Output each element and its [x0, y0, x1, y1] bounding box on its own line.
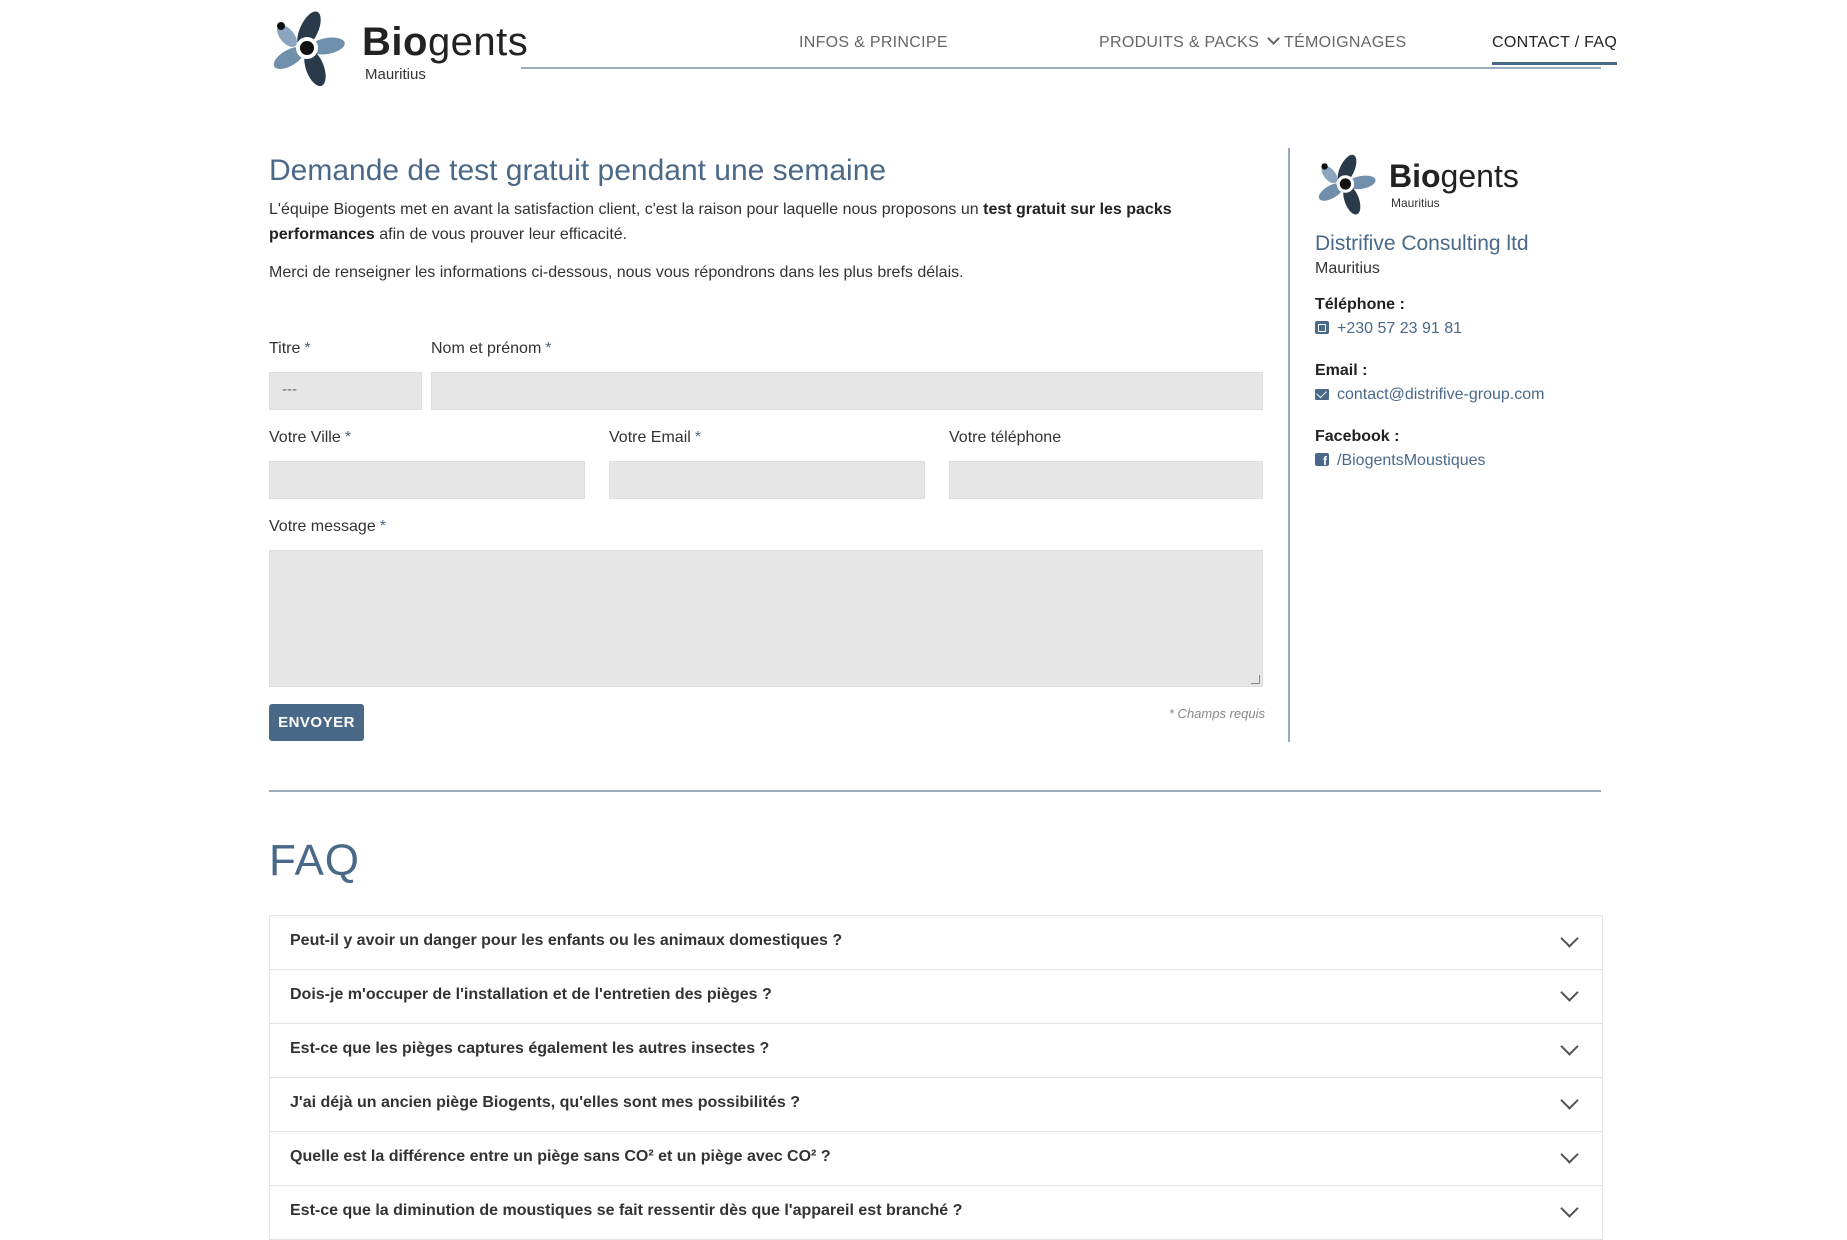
logo-wordmark: Biogents [362, 20, 529, 64]
faq-item[interactable] [270, 1024, 1602, 1078]
faq-question: Quelle est la différence entre un piège sans CO² et un piège avec CO² ? [290, 1148, 831, 1165]
form-title: Demande de test gratuit pendant une semaine [269, 154, 887, 187]
faq-item[interactable] [270, 916, 1602, 970]
chevron-down-icon [1560, 929, 1578, 947]
facebook-icon [1315, 453, 1329, 466]
email-link[interactable]: contact@distrifive-group.com [1315, 386, 1544, 404]
telephone-label: Votre téléphone [949, 429, 1062, 446]
contact-logo-subtitle: Mauritius [1391, 196, 1440, 210]
company-name: Distrifive Consulting ltd [1315, 232, 1529, 255]
chevron-down-icon [1560, 1199, 1578, 1217]
resize-handle-icon[interactable] [1251, 675, 1260, 684]
chevron-down-icon [1267, 32, 1280, 45]
logo-mark-icon [1315, 152, 1379, 216]
ville-label: Votre Ville * [269, 429, 351, 446]
facebook-heading: Facebook : [1315, 428, 1400, 445]
nav-item-produits[interactable]: PRODUITS & PACKS [1099, 34, 1278, 52]
chevron-down-icon [1560, 1145, 1578, 1163]
faq-title: FAQ [269, 836, 361, 885]
column-divider [1288, 148, 1290, 742]
required-fields-note: * Champs requis [1168, 706, 1265, 721]
faq-item[interactable] [270, 1132, 1602, 1186]
faq-question: J'ai déjà un ancien piège Biogents, qu'elles sont mes possibilités ? [290, 1094, 800, 1111]
nav-item-contact-faq[interactable]: CONTACT / FAQ [1492, 34, 1617, 65]
telephone-input[interactable] [949, 461, 1263, 499]
email-input[interactable] [609, 461, 925, 499]
phone-icon [1315, 321, 1329, 334]
faq-question: Peut-il y avoir un danger pour les enfants ou les animaux domestiques ? [290, 932, 843, 949]
contact-logo-wordmark: Biogents [1389, 158, 1519, 194]
chevron-down-icon [1560, 983, 1578, 1001]
titre-select[interactable]: --- [269, 372, 422, 410]
faq-question: Est-ce que la diminution de moustiques se fait ressentir dès que l'appareil est branché ? [290, 1202, 963, 1219]
envelope-icon [1315, 389, 1329, 400]
faq-accordion [269, 915, 1603, 1240]
section-divider [269, 790, 1601, 792]
email-label: Votre Email * [609, 429, 702, 446]
faq-item[interactable] [270, 1078, 1602, 1132]
phone-link[interactable]: +230 57 23 91 81 [1315, 320, 1462, 338]
send-button[interactable]: ENVOYER [269, 704, 364, 741]
nom-input[interactable] [431, 372, 1263, 410]
logo-subtitle: Mauritius [365, 66, 426, 83]
contact-logo [1315, 152, 1519, 216]
main-nav [269, 34, 1618, 66]
chevron-down-icon [1560, 1091, 1578, 1109]
nav-underline [521, 67, 1601, 69]
form-intro: L'équipe Biogents met en avant la satisfaction client, c'est la raison pour laquelle nous proposons un test gratuit sur les packs performances afin de vous prouver leur efficacité. [269, 201, 1172, 243]
titre-label: Titre * [269, 340, 311, 357]
nav-item-temoignages[interactable]: TÉMOIGNAGES [1284, 34, 1407, 51]
nom-label: Nom et prénom * [431, 340, 552, 357]
faq-question: Dois-je m'occuper de l'installation et de l'entretien des pièges ? [290, 986, 772, 1003]
faq-item[interactable] [270, 1186, 1602, 1240]
message-label: Votre message * [269, 518, 386, 535]
message-textarea[interactable] [269, 550, 1263, 687]
ville-input[interactable] [269, 461, 585, 499]
nav-item-infos[interactable]: INFOS & PRINCIPE [799, 34, 948, 51]
facebook-link[interactable]: f/BiogentsMoustiques [1315, 452, 1486, 470]
email-heading: Email : [1315, 362, 1368, 379]
faq-item[interactable] [270, 970, 1602, 1024]
form-instructions: Merci de renseigner les informations ci-dessous, nous vous répondrons dans les plus brefs délais. [269, 264, 964, 281]
faq-question: Est-ce que les pièges captures également les autres insectes ? [290, 1040, 770, 1057]
phone-heading: Téléphone : [1315, 296, 1405, 313]
chevron-down-icon [1560, 1037, 1578, 1055]
company-country: Mauritius [1315, 260, 1380, 277]
